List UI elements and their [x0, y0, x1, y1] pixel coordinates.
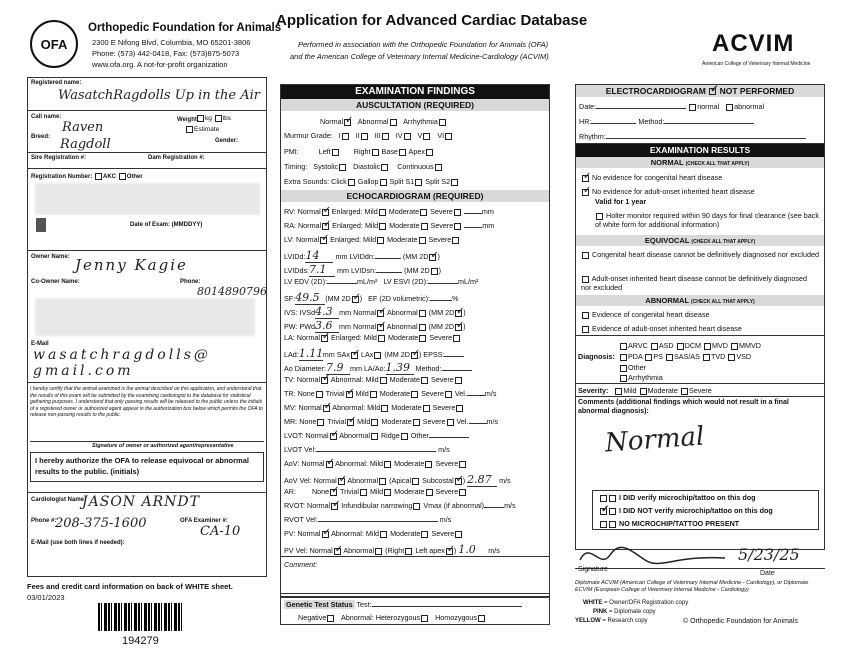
other-checkbox[interactable]: [119, 173, 126, 180]
ecg-abnormal-checkbox[interactable]: [726, 104, 733, 111]
genetic-negative-checkbox[interactable]: [327, 615, 334, 622]
ra-mild-checkbox[interactable]: [379, 223, 386, 230]
grade-6-checkbox[interactable]: [445, 133, 452, 140]
breed-label: Breed:: [31, 134, 51, 140]
ausc-abnormal-checkbox[interactable]: [390, 119, 397, 126]
form-subtitle-1: Performed in association with the Orthopedic Foundation for Animals (OFA): [298, 40, 549, 49]
valid-1-year: Valid for 1 year: [595, 197, 647, 206]
registered-name[interactable]: WasatchRagdolls Up in the Air: [58, 88, 260, 103]
dam-label: Dam Registration #:: [148, 155, 205, 161]
mv-mild-checkbox[interactable]: [381, 405, 388, 412]
pv-vel-value[interactable]: 1.0: [458, 543, 488, 557]
lvids-2d-checkbox[interactable]: [431, 268, 438, 275]
sf-value[interactable]: 49.5: [295, 291, 325, 305]
sev-mild-checkbox[interactable]: [615, 388, 622, 395]
sev-severe-checkbox[interactable]: [681, 388, 688, 395]
equivocal-head: EQUIVOCAL: [644, 236, 690, 245]
lv-moderate-checkbox[interactable]: [419, 237, 426, 244]
normal-congenital-checkbox[interactable]: [582, 175, 589, 182]
examiner-label: OFA Examiner #:: [180, 518, 228, 524]
tr-mild-checkbox[interactable]: [370, 391, 377, 398]
gender-label: Gender:: [215, 138, 239, 144]
lvidds-value[interactable]: 7.1: [309, 263, 335, 277]
ausc-arrhythmia-checkbox[interactable]: [439, 119, 446, 126]
tr-moderate-checkbox[interactable]: [411, 391, 418, 398]
acvim-logo: ACVIM: [712, 30, 795, 57]
ivs-2d-checkbox[interactable]: [455, 310, 462, 317]
la-mild-checkbox[interactable]: [378, 335, 385, 342]
diag-arrhythmia-checkbox[interactable]: [620, 375, 627, 382]
lad-sax-checkbox[interactable]: [351, 352, 358, 359]
cardiologist-name[interactable]: JASON ARNDT: [82, 494, 200, 510]
diag-tvd-checkbox[interactable]: [703, 354, 710, 361]
aovvel-abnormal-checkbox[interactable]: [379, 478, 386, 485]
lbs-checkbox[interactable]: [215, 115, 222, 122]
diag-other-checkbox[interactable]: [620, 365, 627, 372]
rvot-infund-checkbox[interactable]: [413, 503, 420, 510]
org-address: 2300 E Nifong Blvd, Columbia, MO 65201-3806: [92, 38, 251, 47]
mv-severe-checkbox[interactable]: [456, 405, 463, 412]
comment-label: Comment:: [284, 560, 318, 569]
ra-moderate-checkbox[interactable]: [421, 223, 428, 230]
sire-label: Sire Registration #:: [31, 155, 87, 161]
normal-adult-checkbox[interactable]: [582, 189, 589, 196]
ecg-normal-checkbox[interactable]: [689, 104, 696, 111]
tv-mild-checkbox[interactable]: [380, 377, 387, 384]
pvvel-normal-checkbox[interactable]: [334, 548, 341, 555]
holter-checkbox[interactable]: [596, 213, 603, 220]
continuous-checkbox[interactable]: [435, 164, 442, 171]
pvvel-abnormal-checkbox[interactable]: [375, 548, 382, 555]
pvvel-right-checkbox[interactable]: [405, 548, 412, 555]
barcode-number: 194279: [122, 635, 159, 647]
owner-phone[interactable]: 8014890796: [197, 285, 267, 298]
registered-name-label: Registered name:: [31, 80, 82, 86]
akc-checkbox[interactable]: [95, 173, 102, 180]
tr-trivial-checkbox[interactable]: [346, 391, 353, 398]
owner-label: Owner Name:: [31, 254, 70, 260]
chip-not-verified-checkbox[interactable]: [600, 508, 607, 515]
aovvel-normal-checkbox[interactable]: [338, 478, 345, 485]
rv-severe-checkbox[interactable]: [454, 209, 461, 216]
ofa-logo: OFA: [30, 20, 78, 68]
split-s2-checkbox[interactable]: [451, 179, 458, 186]
org-phone: Phone: (573) 442-0418, Fax: (573)875-5073: [92, 49, 240, 58]
pmi-base-checkbox[interactable]: [399, 149, 406, 156]
barcode: [98, 603, 183, 631]
ar-severe-checkbox[interactable]: [459, 489, 466, 496]
tv-normal-checkbox[interactable]: [321, 377, 328, 384]
abn-adult-checkbox[interactable]: [582, 326, 589, 333]
rv-normal-checkbox[interactable]: [322, 209, 329, 216]
ecg-not-performed-checkbox[interactable]: [709, 88, 716, 95]
results-title: EXAMINATION RESULTS: [576, 144, 824, 157]
la-severe-checkbox[interactable]: [453, 335, 460, 342]
diag-pda-checkbox[interactable]: [620, 354, 627, 361]
rv-mild-checkbox[interactable]: [379, 209, 386, 216]
phone2-label: Phone #:: [31, 518, 57, 524]
fees-note: Fees and credit card information on back of WHITE sheet.: [27, 582, 233, 591]
diag-dcm-checkbox[interactable]: [677, 343, 684, 350]
la-normal-checkbox[interactable]: [321, 335, 328, 342]
aov-severe-checkbox[interactable]: [459, 461, 466, 468]
abnormal-head: ABNORMAL: [645, 296, 689, 305]
la-ao-value[interactable]: 1.39: [386, 361, 414, 375]
acvim-tagline: American College of Veterinary Internal Medicine: [702, 61, 811, 67]
mv-moderate-checkbox[interactable]: [423, 405, 430, 412]
exam-findings-title: EXAMINATION FINDINGS: [281, 85, 549, 99]
ecg-title: ELECTROCARDIOGRAM: [605, 86, 706, 96]
sev-moderate-checkbox[interactable]: [640, 388, 647, 395]
lv-mild-checkbox[interactable]: [377, 237, 384, 244]
ivs-abnormal-checkbox[interactable]: [419, 310, 426, 317]
lvot-ridge-checkbox[interactable]: [401, 433, 408, 440]
weight-label: Weight:: [177, 117, 199, 123]
equiv-adult-checkbox[interactable]: [582, 276, 589, 283]
lad-2d-checkbox[interactable]: [411, 352, 418, 359]
diag-vsd-checkbox[interactable]: [728, 354, 735, 361]
grade-4-checkbox[interactable]: [404, 133, 411, 140]
la-moderate-checkbox[interactable]: [419, 335, 426, 342]
form-title: Application for Advanced Cardiac Database: [276, 12, 588, 29]
mr-severe-checkbox[interactable]: [447, 419, 454, 426]
signature-label: Signature: [578, 566, 608, 573]
comment-handwritten[interactable]: Normal: [604, 421, 706, 459]
aovvel-apical-checkbox[interactable]: [412, 478, 419, 485]
sf-2d-checkbox[interactable]: [352, 296, 359, 303]
ra-severe-checkbox[interactable]: [454, 223, 461, 230]
diag-arvc-checkbox[interactable]: [620, 343, 627, 350]
grade-3-checkbox[interactable]: [382, 133, 389, 140]
aov-normal-checkbox[interactable]: [326, 461, 333, 468]
genetic-homo-checkbox[interactable]: [478, 615, 485, 622]
severity-label: Severity:: [578, 386, 609, 395]
no-chip-checkbox[interactable]: [600, 521, 607, 528]
abn-congenital-checkbox[interactable]: [582, 312, 589, 319]
org-web: www.ofa.org. A not-for-profit organization: [92, 60, 228, 69]
copyright: © Orthopedic Foundation for Animals: [683, 618, 798, 625]
lvidd-value[interactable]: 14: [305, 249, 333, 263]
owner-email-2[interactable]: gmail.com: [33, 363, 134, 379]
certification-text: I hereby certify that the animal examined is the animal described on this application, and understand that the results of this exam will be submitted by the examining cardiologist to the database for statistical gathering purposes. I understand that only passing results will be released to the public unless the initials of a registered owner or authorized agent appear in the authorization box below which permits the OFA to release non-passing results to the public.: [30, 386, 263, 418]
mr-mild-checkbox[interactable]: [371, 419, 378, 426]
diag-mvd-checkbox[interactable]: [704, 343, 711, 350]
pmi-apex-checkbox[interactable]: [426, 149, 433, 156]
tr-none-checkbox[interactable]: [316, 391, 323, 398]
lad-lax-checkbox[interactable]: [374, 352, 381, 359]
lvot-abnormal-checkbox[interactable]: [371, 433, 378, 440]
comments-label: Comments (additional findings which would not result in a final abnormal diagnosis):: [578, 399, 789, 416]
mr-none-checkbox[interactable]: [317, 419, 324, 426]
systolic-checkbox[interactable]: [339, 164, 346, 171]
ar-none-checkbox[interactable]: [330, 489, 337, 496]
mr-trivial-checkbox[interactable]: [347, 419, 354, 426]
diag-sas-checkbox[interactable]: [666, 354, 673, 361]
redacted-block: [35, 183, 260, 215]
ivs-normal-checkbox[interactable]: [377, 310, 384, 317]
ausc-normal-checkbox[interactable]: [344, 119, 351, 126]
date-exam-label: Date of Exam: (MMDDYY): [130, 222, 203, 228]
date-label: Date: [760, 570, 775, 577]
ao-diameter-value[interactable]: 7.9: [326, 361, 350, 375]
pvvel-leftapex-checkbox[interactable]: [446, 548, 453, 555]
ar-moderate-checkbox[interactable]: [426, 489, 433, 496]
lvidd-2d-checkbox[interactable]: [429, 254, 436, 261]
call-name[interactable]: Raven: [62, 120, 104, 135]
diastolic-checkbox[interactable]: [381, 164, 388, 171]
owner-email-1[interactable]: wasatchragdolls@: [33, 347, 211, 363]
genetic-title: Genetic Test Status: [286, 600, 353, 609]
lv-severe-checkbox[interactable]: [452, 237, 459, 244]
equiv-congenital-checkbox[interactable]: [582, 252, 589, 259]
signature-date[interactable]: 5/23/25: [738, 545, 800, 564]
form-date-code: 03/01/2023: [27, 593, 65, 602]
mv-normal-checkbox[interactable]: [323, 405, 330, 412]
cardiologist-phone[interactable]: 208-375-1600: [55, 516, 147, 531]
aov-mild-checkbox[interactable]: [384, 461, 391, 468]
pmi-right-checkbox[interactable]: [372, 149, 379, 156]
diplomate-note: Diplomate ACVIM (American College of Veterinary Internal Medicine - Cardiology), or Diplomate ECVIM (European College of Veterinary Internal Medicine - Cardiology): [575, 580, 809, 594]
mr-moderate-checkbox[interactable]: [413, 419, 420, 426]
genetic-het-checkbox[interactable]: [421, 615, 428, 622]
email-label: E-Mail: [31, 341, 49, 347]
gallop-checkbox[interactable]: [380, 179, 387, 186]
pw-2d-checkbox[interactable]: [455, 324, 462, 331]
cardiologist-label: Cardiologist Name:: [31, 497, 87, 503]
phone-label: Phone:: [180, 279, 201, 285]
diag-mmvd-checkbox[interactable]: [731, 343, 738, 350]
ar-mild-checkbox[interactable]: [384, 489, 391, 496]
owner-name[interactable]: Jenny Kagie: [75, 256, 188, 274]
aov-vel-value[interactable]: 2.87: [467, 473, 497, 487]
pv-mild-checkbox[interactable]: [380, 531, 387, 538]
grade-2-checkbox[interactable]: [361, 133, 368, 140]
reg-num-label: Registration Number:: [31, 174, 93, 181]
pmi-left-checkbox[interactable]: [332, 149, 339, 156]
pv-moderate-checkbox[interactable]: [421, 531, 428, 538]
normal-head: NORMAL: [650, 158, 684, 167]
grade-5-checkbox[interactable]: [423, 133, 430, 140]
pw-normal-checkbox[interactable]: [377, 324, 384, 331]
tv-moderate-checkbox[interactable]: [421, 377, 428, 384]
lv-normal-checkbox[interactable]: [320, 237, 327, 244]
redacted-mark: [36, 218, 46, 232]
aovvel-subcostal-checkbox[interactable]: [455, 478, 462, 485]
click-checkbox[interactable]: [348, 179, 355, 186]
org-name: Orthopedic Foundation for Animals: [88, 22, 282, 34]
signature-owner-label: Signature of owner or authorized agent/representative: [92, 443, 234, 449]
tv-severe-checkbox[interactable]: [455, 377, 462, 384]
form-subtitle-2: and the American College of Veterinary Internal Medicine-Cardiology (ACVIM): [290, 52, 549, 61]
diag-asd-checkbox[interactable]: [651, 343, 658, 350]
lad-value[interactable]: 1.11: [298, 347, 324, 360]
echo-title: ECHOCARDIOGRAM (REQUIRED): [281, 190, 549, 202]
diag-ps-checkbox[interactable]: [645, 354, 652, 361]
ar-trivial-checkbox[interactable]: [360, 489, 367, 496]
co-owner-label: Co-Owner Name:: [31, 279, 80, 285]
pw-abnormal-checkbox[interactable]: [419, 324, 426, 331]
rvot-normal-checkbox[interactable]: [331, 503, 338, 510]
ivs-value[interactable]: 4.3: [315, 305, 339, 319]
redacted-address: [35, 298, 255, 336]
auscultation-title: AUSCULTATION (REQUIRED): [281, 99, 549, 111]
estimate-checkbox[interactable]: [186, 126, 193, 133]
examiner-number[interactable]: CA-10: [200, 524, 241, 539]
grade-1-checkbox[interactable]: [342, 133, 349, 140]
breed[interactable]: Ragdoll: [60, 137, 111, 152]
kg-checkbox[interactable]: [197, 115, 204, 122]
diagnosis-label: Diagnosis:: [578, 352, 615, 361]
chip-verified-checkbox[interactable]: [600, 495, 607, 502]
call-name-label: Call name:: [31, 114, 62, 120]
pv-normal-checkbox[interactable]: [322, 531, 329, 538]
split-s1-checkbox[interactable]: [415, 179, 422, 186]
ra-normal-checkbox[interactable]: [322, 223, 329, 230]
tr-severe-checkbox[interactable]: [445, 391, 452, 398]
email2-label: E-Mail (use both lines if needed):: [31, 540, 125, 546]
pv-severe-checkbox[interactable]: [455, 531, 462, 538]
lvot-normal-checkbox[interactable]: [330, 433, 337, 440]
rv-moderate-checkbox[interactable]: [420, 209, 427, 216]
authorize-box[interactable]: I hereby authorize the OFA to release equivocal or abnormal results to the public. (initials): [30, 452, 264, 482]
aov-moderate-checkbox[interactable]: [425, 461, 432, 468]
pw-value[interactable]: 3.6: [315, 319, 339, 333]
